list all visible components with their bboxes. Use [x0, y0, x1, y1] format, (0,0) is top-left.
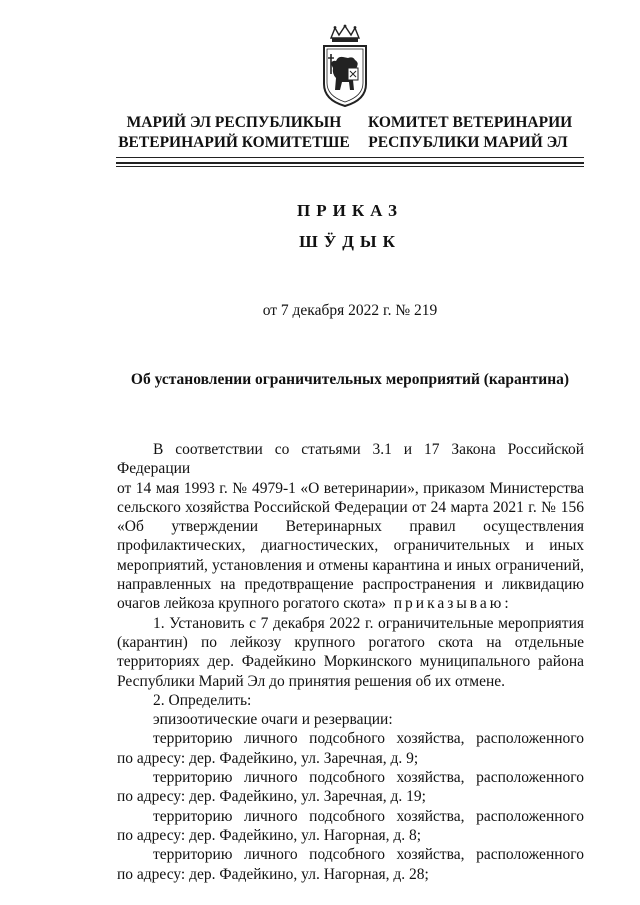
document-title-mari: ШӰДЫК: [299, 232, 401, 251]
coat-of-arms-icon: [318, 24, 372, 108]
body-line: профилактических, диагностических, ограничительных и иных: [117, 537, 584, 555]
body-line: [117, 594, 584, 613]
list-item-line: территорию личного подсобного хозяйства, расположенного: [153, 769, 584, 787]
header-left: [118, 113, 350, 153]
body-line: 2. Определить:: [153, 691, 252, 709]
list-item-line: территорию личного подсобного хозяйства, расположенного: [153, 807, 584, 825]
header-divider: [116, 166, 584, 167]
body-line: эпизоотические очаги и резервации:: [153, 711, 393, 729]
body-text: очагов лейкоза крупного рогатого скота»: [117, 595, 386, 613]
header-divider: [116, 157, 584, 158]
document-body: [117, 440, 584, 884]
list-item-line: по адресу: дер. Фадейкино, ул. Нагорная, д. 28;: [117, 865, 429, 883]
list-item-line: по адресу: дер. Фадейкино, ул. Заречная, д. 9;: [117, 749, 419, 767]
body-line: сельского хозяйства Российской Федерации от 24 марта 2021 г. № 156: [117, 498, 584, 516]
document-subject: Об установлении ограничительных мероприятий (карантина): [130, 371, 570, 388]
body-line: мероприятий, установления и отмены карантина и иных ограничений,: [117, 556, 584, 574]
order-word: приказываю:: [393, 595, 512, 613]
body-line: территориях дер. Фадейкино Моркинского муниципального района: [117, 653, 584, 671]
list-item-line: по адресу: дер. Фадейкино, ул. Нагорная, д. 8;: [117, 826, 422, 844]
body-line: от 14 мая 1993 г. № 4979-1 «О ветеринарии», приказом Министерства: [117, 479, 584, 497]
header-right-line2: РЕСПУБЛИКИ МАРИЙ ЭЛ: [368, 134, 568, 151]
body-line: (карантин) по лейкозу крупного рогатого скота на отдельные: [117, 633, 584, 651]
header-right-line1: КОМИТЕТ ВЕТЕРИНАРИИ: [368, 114, 573, 131]
header-left-line2: ВЕТЕРИНАРИЙ КОМИТЕТШЕ: [118, 134, 350, 151]
list-item-line: территорию личного подсобного хозяйства, расположенного: [153, 846, 584, 864]
list-item-line: территорию личного подсобного хозяйства, расположенного: [153, 730, 584, 748]
body-line: В соответствии со статьями 3.1 и 17 Закона Российской Федерации: [117, 441, 584, 478]
header-right: [368, 113, 573, 153]
body-line: 1. Установить с 7 декабря 2022 г. ограничительные мероприятия: [153, 614, 584, 632]
header-divider: [116, 162, 584, 164]
body-line: направленных на предотвращение распространения и ликвидацию: [117, 576, 584, 594]
body-line: Республики Марий Эл до принятия решения об их отмене.: [117, 672, 506, 690]
document-title-ru: ПРИКАЗ: [297, 201, 403, 220]
body-line: «Об утверждении Ветеринарных правил осуществления: [117, 518, 584, 536]
list-item-line: по адресу: дер. Фадейкино, ул. Заречная, д. 19;: [117, 788, 426, 806]
document-date: от 7 декабря 2022 г. № 219: [262, 302, 438, 319]
header-left-line1: МАРИЙ ЭЛ РЕСПУБЛИКЫН: [126, 114, 342, 131]
